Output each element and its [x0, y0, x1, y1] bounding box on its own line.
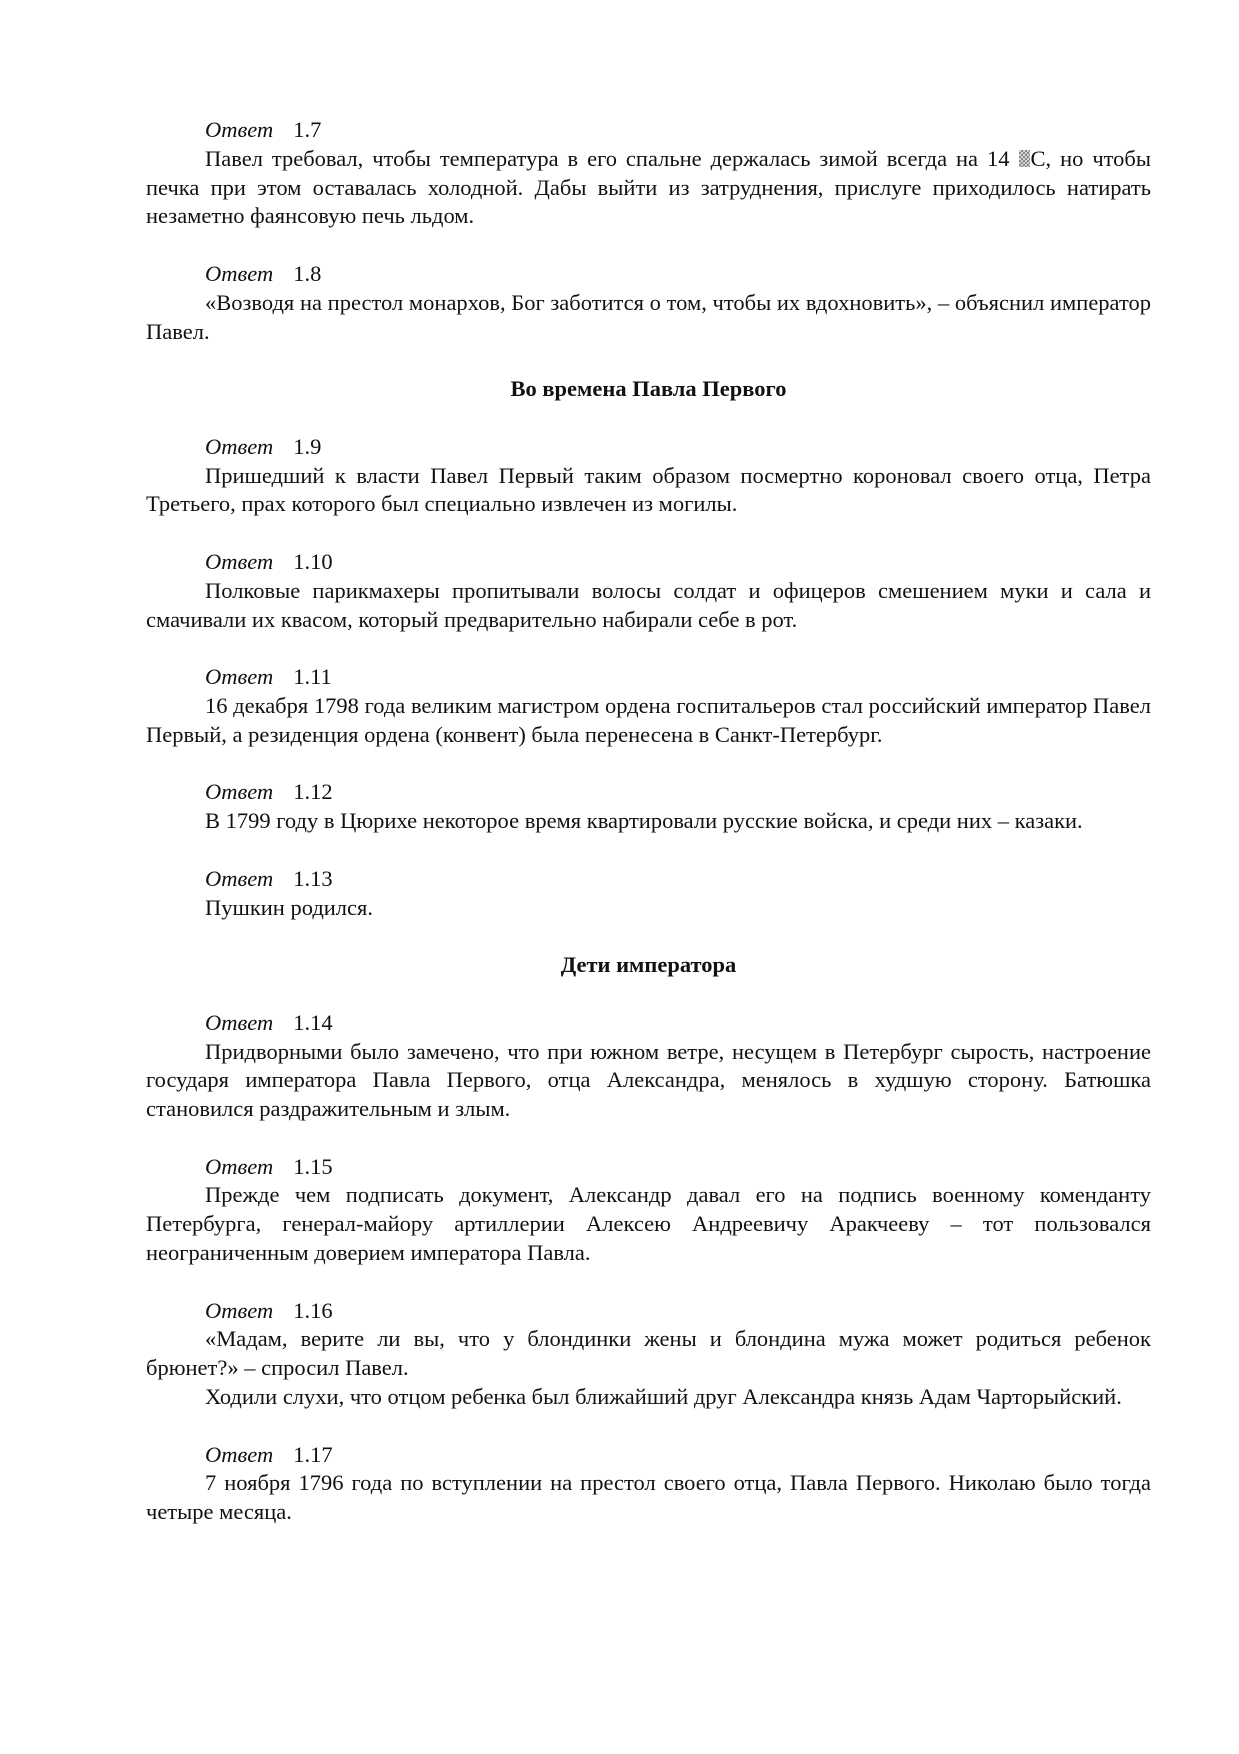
answer-text: Пушкин родился.: [205, 894, 373, 920]
answer-label: [146, 116, 1151, 145]
answer-text-part: Павел требовал, чтобы температура в его спальне держалась зимой всегда на 14: [205, 145, 1019, 171]
answer-text: В 1799 году в Цюрихе некоторое время квартировали русские войска, и среди них – казаки.: [205, 808, 1083, 834]
answer-word: Ответ: [205, 548, 274, 574]
answer-word: Ответ: [205, 1441, 274, 1467]
answer-1-9: [146, 433, 1151, 519]
answer-number: 1.14: [293, 1009, 333, 1035]
answer-number: 1.7: [293, 117, 322, 142]
answer-text: [146, 145, 1151, 231]
answer-word: Ответ: [205, 433, 274, 459]
section-heading: Во времена Павла Первого: [510, 376, 787, 402]
answer-number: 1.13: [293, 865, 333, 891]
answer-1-7: [146, 116, 1151, 231]
answer-text: Ходили слухи, что отцом ребенка был ближайший друг Александра князь Адам Чарторыйский.: [205, 1384, 1122, 1410]
answer-text: Придворными было замечено, что при южном ветре, несущем в Петербург сырость, настроение государя императора Павла Первого, отца Александра, менялось в худшую сторону. Батюшка становился раздражительным и злым.: [146, 1038, 1151, 1122]
degree-glyph-icon: [1019, 150, 1029, 168]
section-heading: Дети императора: [560, 952, 737, 978]
answer-word: Ответ: [205, 1009, 274, 1035]
answer-word: Ответ: [205, 1297, 274, 1323]
answer-number: 1.12: [293, 779, 333, 805]
answer-text: 7 ноября 1796 года по вступлении на престол своего отца, Павла Первого. Николаю было тогда четыре месяца.: [146, 1470, 1151, 1525]
answer-word: Ответ: [205, 260, 274, 286]
answer-text: «Мадам, верите ли вы, что у блондинки жены и блондина мужа может родиться ребенок брюнет?» – спросил Павел.: [146, 1326, 1151, 1381]
answer-1-11: [146, 663, 1151, 749]
answer-label: [146, 865, 1151, 894]
answer-number: 1.10: [293, 548, 333, 574]
answer-label: [146, 778, 1151, 807]
answer-number: 1.15: [293, 1153, 333, 1179]
answer-1-17: [146, 1441, 1151, 1527]
answer-label: [146, 1009, 1151, 1038]
answer-word: Ответ: [205, 664, 274, 690]
answer-number: 1.9: [293, 433, 322, 459]
answer-1-8: [146, 260, 1151, 346]
answer-number: 1.16: [293, 1297, 333, 1323]
answer-label: [146, 548, 1151, 577]
answer-1-13: [146, 865, 1151, 923]
answer-label: [146, 663, 1151, 692]
answer-label: [146, 1441, 1151, 1470]
answer-text: Полковые парикмахеры пропитывали волосы солдат и офицеров смешением муки и сала и смачивали их квасом, который предварительно набирали себе в рот.: [146, 577, 1151, 632]
document-page: [146, 116, 1151, 1527]
answer-text-part: С, но чтобы печка при этом оставалась холодной. Дабы выйти из затруднения, прислуге приходилось натирать незаметно фаянсовую печь льдом.: [146, 145, 1151, 229]
answer-number: 1.17: [293, 1441, 333, 1467]
answer-word: Ответ: [205, 779, 274, 805]
answer-text: «Возводя на престол монархов, Бог заботится о том, чтобы их вдохновить», – объяснил император Павел.: [146, 289, 1151, 344]
answer-1-16: [146, 1297, 1151, 1412]
answer-number: 1.11: [293, 664, 332, 690]
answer-label: [146, 260, 1151, 289]
answer-1-10: [146, 548, 1151, 634]
answer-word: Ответ: [205, 117, 274, 142]
answer-1-15: [146, 1153, 1151, 1268]
answer-1-12: [146, 778, 1151, 836]
answer-label: [146, 1297, 1151, 1326]
answer-word: Ответ: [205, 1153, 274, 1179]
answer-text: 16 декабря 1798 года великим магистром ордена госпитальеров стал российский император Павел Первый, а резиденция ордена (конвент) была перенесена в Санкт-Петербург.: [146, 692, 1151, 747]
answer-text: Пришедший к власти Павел Первый таким образом посмертно короновал своего отца, Петра Третьего, прах которого был специально извлечен из могилы.: [146, 462, 1151, 517]
answer-number: 1.8: [293, 260, 322, 286]
answer-text: Прежде чем подписать документ, Александр давал его на подпись военному коменданту Петербурга, генерал-майору артиллерии Алексею Андреевичу Аракчееву – тот пользовался неограниченным доверием императора Павла.: [146, 1182, 1151, 1266]
answer-label: [146, 1153, 1151, 1182]
answer-1-14: [146, 1009, 1151, 1124]
answer-label: [146, 433, 1151, 462]
answer-word: Ответ: [205, 865, 274, 891]
